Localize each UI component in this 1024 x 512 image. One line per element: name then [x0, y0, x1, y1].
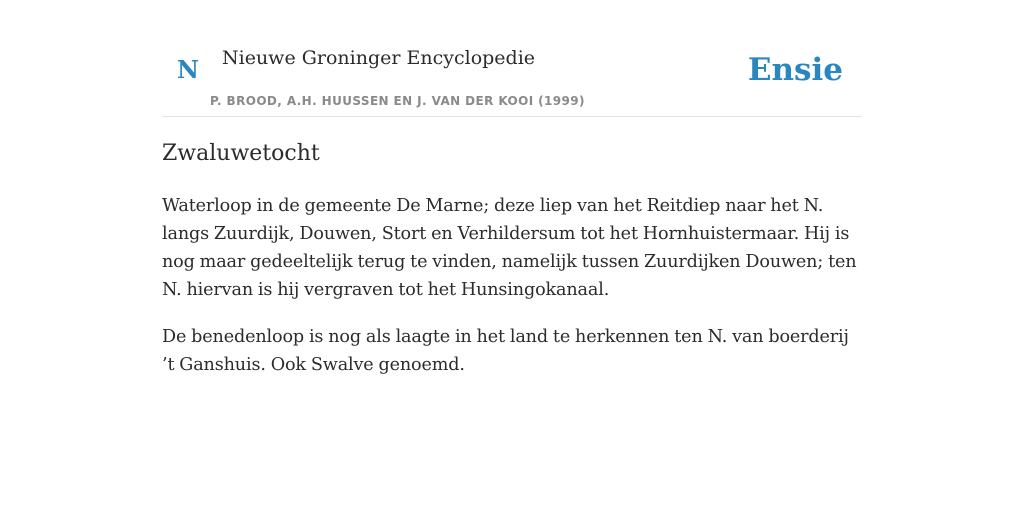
page-content — [162, 0, 862, 375]
book-header — [162, 0, 862, 117]
entry-title: Zwaluwetocht — [162, 141, 320, 166]
book-authors: P. BROOD, A.H. HUUSSEN EN J. VAN DER KOOI (1999) — [210, 94, 585, 108]
entry-body — [162, 192, 862, 398]
book-title[interactable]: Nieuwe Groninger Encyclopedie — [222, 47, 536, 69]
ensie-logo-link[interactable]: Ensie — [747, 52, 843, 88]
entry-paragraph: Waterloop in de gemeente De Marne; deze liep van het Reitdiep naar het N. langs Zuurdijk, Douwen, Stort en Verhildersum tot het Hornhuistermaar. Hij is nog maar gedeeltelijk terug te vinden, namelijk tussen Zuurdijken Douwen; ten N. hiervan is hij vergraven tot het Hunsingokanaal. — [162, 196, 857, 300]
entry-paragraph: De benedenloop is nog als laagte in het land te herkennen ten N. van boerderij ’t Ganshuis. Ook Swalve genoemd. — [162, 327, 849, 375]
book-logo[interactable]: N — [177, 55, 199, 84]
